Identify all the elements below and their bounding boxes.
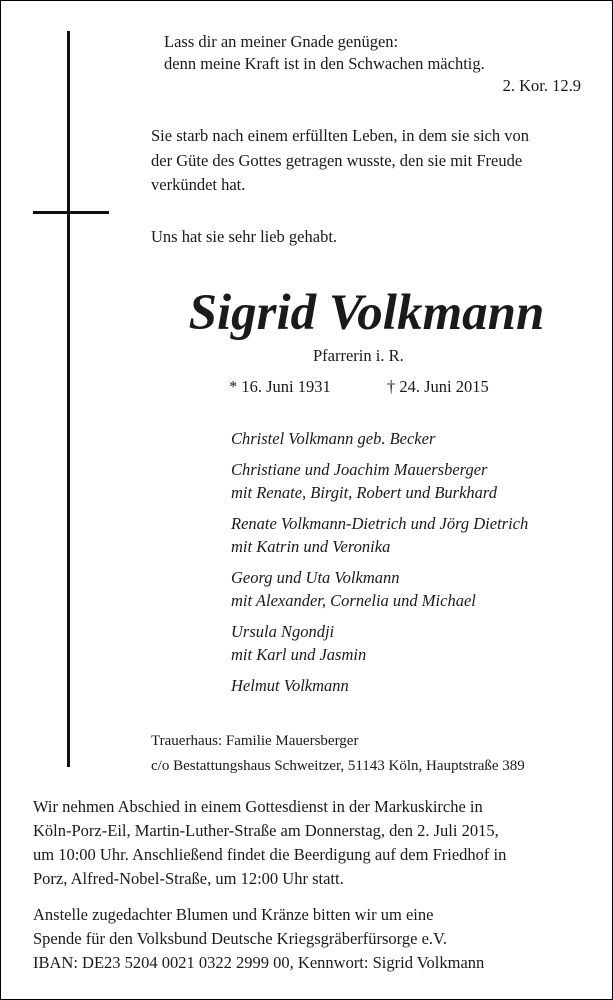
mourner-line: Helmut Volkmann bbox=[231, 676, 349, 695]
service-line-3: um 10:00 Uhr. Anschließend findet die Beerdigung auf dem Friedhof in bbox=[33, 845, 507, 864]
mourner-line: Ursula Ngondji bbox=[231, 622, 335, 641]
mourner-line: Renate Volkmann-Dietrich und Jörg Dietrich bbox=[231, 514, 529, 533]
birth-date: * 16. Juni 1931 bbox=[229, 377, 331, 396]
intro-line-2: der Güte des Gottes getragen wusste, den sie mit Freude bbox=[151, 151, 523, 170]
mourning-house-line-1: Trauerhaus: Familie Mauersberger bbox=[151, 733, 359, 749]
mourner-line: mit Katrin und Veronika bbox=[231, 537, 391, 556]
service-line-1: Wir nehmen Abschied in einem Gottesdienst in der Markuskirche in bbox=[33, 797, 483, 816]
cross-vertical-bar bbox=[67, 31, 70, 767]
verse-reference: 2. Kor. 12.9 bbox=[502, 76, 581, 95]
verse-line-2: denn meine Kraft ist in den Schwachen mächtig. bbox=[164, 54, 485, 73]
deceased-name: Sigrid Volkmann bbox=[188, 285, 545, 341]
intro-line-1: Sie starb nach einem erfüllten Leben, in dem sie sich von bbox=[151, 126, 530, 145]
mourner-line: mit Karl und Jasmin bbox=[231, 645, 367, 664]
mourner-line: Christel Volkmann geb. Becker bbox=[231, 429, 436, 448]
deceased-title: Pfarrerin i. R. bbox=[313, 346, 404, 365]
service-line-4: Porz, Alfred-Nobel-Straße, um 12:00 Uhr statt. bbox=[33, 869, 344, 888]
mourner-line: mit Alexander, Cornelia und Michael bbox=[231, 591, 476, 610]
cross-horizontal-bar bbox=[33, 211, 109, 214]
donation-line-3: IBAN: DE23 5204 0021 0322 2999 00, Kennwort: Sigrid Volkmann bbox=[33, 953, 485, 972]
donation-line-1: Anstelle zugedachter Blumen und Kränze bitten wir um eine bbox=[33, 905, 434, 924]
mourning-house-line-2: c/o Bestattungshaus Schweitzer, 51143 Köln, Hauptstraße 389 bbox=[151, 758, 525, 774]
intro-line-3: verkündet hat. bbox=[151, 175, 246, 194]
mourner-line: Christiane und Joachim Mauersberger bbox=[231, 460, 488, 479]
mourner-line: mit Renate, Birgit, Robert und Burkhard bbox=[231, 483, 497, 502]
verse-line-1: Lass dir an meiner Gnade genügen: bbox=[164, 32, 399, 51]
donation-line-2: Spende für den Volksbund Deutsche Kriegsgräberfürsorge e.V. bbox=[33, 929, 447, 948]
intro-line-4: Uns hat sie sehr lieb gehabt. bbox=[151, 227, 338, 246]
death-date: † 24. Juni 2015 bbox=[387, 377, 489, 396]
mourner-line: Georg und Uta Volkmann bbox=[231, 568, 400, 587]
service-line-2: Köln-Porz-Eil, Martin-Luther-Straße am Donnerstag, den 2. Juli 2015, bbox=[33, 821, 499, 840]
